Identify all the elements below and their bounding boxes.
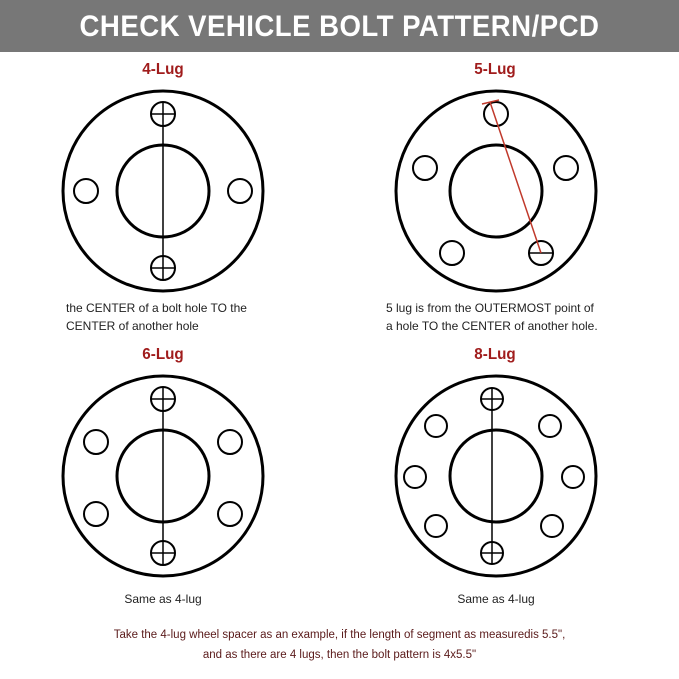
caption-line: a hole TO the CENTER of another hole.: [386, 319, 598, 333]
bolt-hole: [404, 466, 426, 488]
caption-line: CENTER of another hole: [66, 319, 199, 333]
caption-6-lug: [63, 590, 263, 608]
title-8-lug: 8-Lug: [474, 346, 516, 363]
title-6-lug: 6-Lug: [142, 346, 184, 363]
bolt-hole: [539, 415, 561, 437]
bolt-hole: [541, 515, 563, 537]
page-title: CHECK VEHICLE BOLT PATTERN/PCD: [79, 10, 600, 43]
footer-line: Take the 4-lug wheel spacer as an example, if the length of segment as measuredis 5.5",: [113, 629, 566, 641]
bolt-hole: [481, 388, 503, 410]
caption-5-lug: [386, 299, 666, 335]
bolt-hole: [425, 415, 447, 437]
title-5-lug: 5-Lug: [474, 61, 516, 78]
bolt-hole: [481, 542, 503, 564]
caption-line: Same as 4-lug: [457, 592, 535, 606]
bolt-hole: [425, 515, 447, 537]
caption-line: the CENTER of a bolt hole TO the: [66, 301, 247, 315]
bolt-hole: [562, 466, 584, 488]
title-4-lug: 4-Lug: [142, 61, 184, 78]
caption-line: 5 lug is from the OUTERMOST point of: [386, 301, 594, 315]
caption-4-lug: [66, 299, 326, 335]
caption-8-lug: [396, 590, 596, 608]
footer-note: [0, 625, 679, 665]
footer-line: and as there are 4 lugs, then the bolt pattern is 4x5.5": [202, 649, 477, 661]
caption-line: Same as 4-lug: [124, 592, 202, 606]
wheel-center-bore: [450, 430, 542, 522]
